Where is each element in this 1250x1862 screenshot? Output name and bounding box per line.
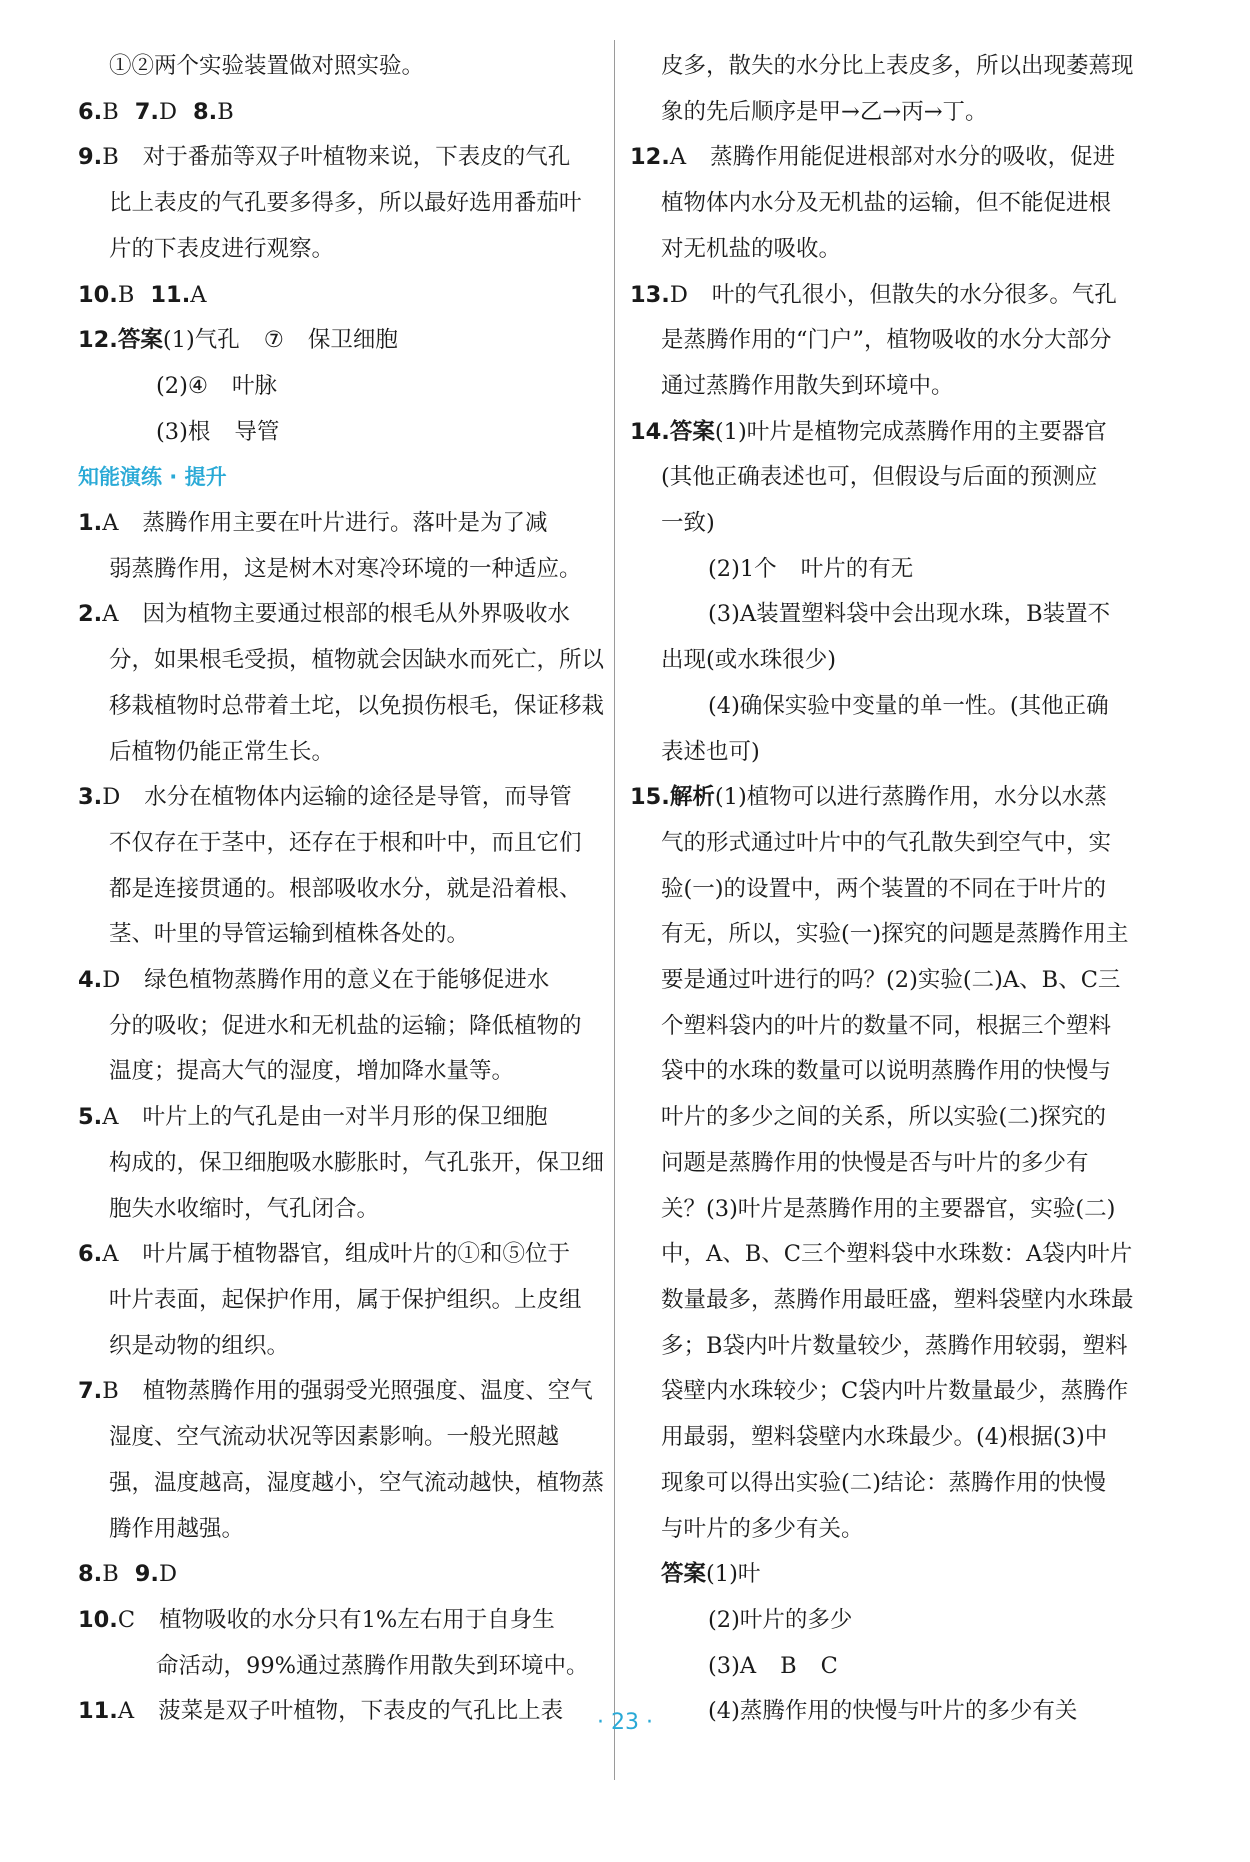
answer-letter: A [102, 1241, 119, 1268]
text-line: 茎、叶里的导管运输到植株各处的。 [109, 921, 470, 948]
text-line: 中，A、B、C三个塑料袋中水珠数：A袋内叶片 [661, 1241, 1133, 1268]
question-number: 2. [78, 601, 103, 628]
question-number: 9. [134, 1561, 159, 1588]
answer-letter: D [158, 98, 177, 125]
explanation-text: 水分在植物体内运输的途径是导管，而导管 [144, 784, 572, 811]
column-divider [614, 40, 615, 1780]
answer-item-2 [78, 592, 598, 638]
answer-label: 答案 [117, 327, 163, 354]
right-column [630, 44, 1160, 1735]
text-line: 有无，所以，实验(一)探究的问题是蒸腾作用主 [661, 921, 1129, 948]
text-line: 织是动物的组织。 [109, 1332, 290, 1359]
text-line: 植物体内水分及无机盐的运输，但不能促进根 [661, 190, 1112, 217]
answer-item-12 [78, 318, 598, 364]
explanation-text: 绿色植物蒸腾作用的意义在于能够促进水 [144, 967, 550, 994]
left-column [78, 44, 605, 1735]
explanation-text: 因为植物主要通过根部的根毛从外界吸收水 [142, 601, 570, 628]
question-number: 4. [78, 967, 103, 994]
text-line: 比上表皮的气孔要多得多，所以最好选用番茄叶 [109, 190, 582, 217]
answer-letter: A [117, 1698, 135, 1725]
question-number: 14. [630, 418, 670, 445]
answer-line-6-8 [78, 90, 598, 136]
text-line: 弱蒸腾作用，这是树木对寒冷环境的一种适应。 [109, 555, 582, 582]
question-number: 8. [193, 98, 218, 125]
answer-subline [630, 1644, 1160, 1690]
text-line: 表述也可) [661, 738, 760, 765]
explanation-text: 叶片属于植物器官，组成叶片的①和⑤位于 [142, 1241, 570, 1268]
answer-item-7 [78, 1369, 598, 1415]
text-line: 分的吸收；促进水和无机盐的运输；降低植物的 [109, 1012, 582, 1039]
answer-item-4 [78, 958, 598, 1004]
question-number: 12. [78, 327, 118, 354]
text-line: (3)A装置塑料袋中会出现水珠，B装置不 [708, 601, 1111, 628]
answer-letter: D [158, 1561, 177, 1588]
text-line: 现象可以得出实验(二)结论：蒸腾作用的快慢 [661, 1469, 1107, 1496]
answer-subline [78, 410, 598, 456]
question-number: 11. [150, 281, 191, 308]
answer-text: (1)叶片是植物完成蒸腾作用的主要器官 [714, 418, 1107, 445]
answer-letter: B [102, 98, 119, 125]
text-line: 叶片的多少之间的关系，所以实验(二)探究的 [661, 1104, 1107, 1131]
text-line: 袋中的水珠的数量可以说明蒸腾作用的快慢与 [661, 1058, 1112, 1085]
text-line: 后植物仍能正常生长。 [109, 738, 335, 765]
answer-item-10 [78, 1598, 598, 1644]
explanation-text: 蒸腾作用能促进根部对水分的吸收，促进 [710, 144, 1116, 171]
answer-subline [78, 364, 598, 410]
question-number: 7. [134, 98, 159, 125]
question-number: 10. [78, 281, 118, 308]
explanation-text: 蒸腾作用主要在叶片进行。落叶是为了减 [142, 510, 548, 537]
text-line: 命活动，99%通过蒸腾作用散失到环境中。 [156, 1652, 589, 1679]
explanation-text: 植物蒸腾作用的强弱受光照强度、温度、空气 [142, 1378, 593, 1405]
text-line: 都是连接贯通的。根部吸收水分，就是沿着根、 [109, 875, 582, 902]
answer-line [630, 1552, 1160, 1598]
answer-text: (2)1个 [708, 555, 777, 582]
answer-letter: D [102, 784, 121, 811]
text-line: 腾作用越强。 [109, 1515, 245, 1542]
text-line: 数量最多，蒸腾作用最旺盛，塑料袋壁内水珠最 [661, 1286, 1134, 1313]
question-number: 3. [78, 784, 103, 811]
text-line: 移栽植物时总带着土坨，以免损伤根毛，保证移栽 [109, 692, 605, 719]
question-number: 7. [78, 1378, 103, 1405]
answer-label: 答案 [661, 1561, 707, 1588]
text-line: 通过蒸腾作用散失到环境中。 [661, 372, 954, 399]
question-number: 12. [630, 144, 670, 171]
answer-letter: A [102, 601, 119, 628]
answer-item-6 [78, 1232, 598, 1278]
text-line: 对无机盐的吸收。 [661, 235, 842, 262]
text-line: 问题是蒸腾作用的快慢是否与叶片的多少有 [661, 1149, 1089, 1176]
answer-letter: C [117, 1606, 136, 1633]
text-line: (4)确保实验中变量的单一性。(其他正确 [708, 692, 1109, 719]
text-line: 用最弱，塑料袋壁内水珠最少。(4)根据(3)中 [661, 1424, 1108, 1451]
text-line: 要是通过叶进行的吗？(2)实验(二)A、B、C三 [661, 967, 1121, 994]
explanation-text: 叶的气孔很小，但散失的水分很多。气孔 [711, 281, 1117, 308]
text-line: 胞失水收缩时，气孔闭合。 [109, 1195, 380, 1222]
text-line: 气的形式通过叶片中的气孔散失到空气中，实 [661, 829, 1112, 856]
answer-letter: D [102, 967, 121, 994]
text-line: 叶片表面，起保护作用，属于保护组织。上皮组 [109, 1286, 582, 1313]
explanation-text: 植物吸收的水分只有1%左右用于自身生 [159, 1606, 555, 1633]
answer-line-10-11 [78, 273, 598, 319]
text-line: 皮多，散失的水分比上表皮多，所以出现萎蔫现 [661, 53, 1134, 79]
text-line: 不仅存在于茎中，还存在于根和叶中，而且它们 [109, 829, 582, 856]
answer-text: (3)A [708, 1652, 757, 1679]
answer-letter: A [669, 144, 687, 171]
page-number: · 23 · [597, 1710, 653, 1735]
answer-text: 叶脉 [232, 372, 278, 399]
text-line: 象的先后顺序是甲→乙→丙→丁。 [661, 98, 988, 125]
answer-letter: B [102, 144, 119, 171]
question-number: 1. [78, 510, 103, 537]
answer-item-15 [630, 775, 1160, 821]
section-heading: 知能演练 · 提升 [78, 465, 227, 490]
question-number: 9. [78, 144, 103, 171]
question-number: 15. [630, 784, 670, 811]
analysis-label: 解析 [669, 784, 715, 811]
text-line: 是蒸腾作用的“门户”，植物吸收的水分大部分 [661, 327, 1112, 354]
question-number: 8. [78, 1561, 103, 1588]
answer-text: C [820, 1652, 838, 1679]
explanation-text: 叶片上的气孔是由一对半月形的保卫细胞 [142, 1104, 548, 1131]
answer-item-12b [630, 135, 1160, 181]
question-number: 6. [78, 98, 103, 125]
text-line: 湿度、空气流动状况等因素影响。一般光照越 [109, 1424, 560, 1451]
answer-item-14 [630, 410, 1160, 456]
answer-text: 保卫细胞 [307, 327, 398, 354]
text-line: (其他正确表述也可，但假设与后面的预测应 [661, 464, 1098, 491]
text-line: 分，如果根毛受损，植物就会因缺水而死亡，所以 [109, 647, 605, 674]
text-line: 个塑料袋内的叶片的数量不同，根据三个塑料 [661, 1012, 1112, 1039]
answer-item-5 [78, 1095, 598, 1141]
text-line: 与叶片的多少有关。 [661, 1515, 864, 1542]
answer-letter: B [217, 98, 234, 125]
text-line: (4)蒸腾作用的快慢与叶片的多少有关 [708, 1698, 1078, 1725]
question-number: 10. [78, 1606, 118, 1633]
answer-letter: D [669, 281, 688, 308]
text-line: 构成的，保卫细胞吸水膨胀时，气孔张开，保卫细 [109, 1149, 605, 1176]
text-line: 关？(3)叶片是蒸腾作用的主要器官，实验(二) [661, 1195, 1116, 1222]
text-line: 验(一)的设置中，两个装置的不同在于叶片的 [661, 875, 1107, 902]
answer-item-13 [630, 273, 1160, 319]
analysis-text: (1)植物可以进行蒸腾作用，水分以水蒸 [714, 784, 1107, 811]
answer-text: B [780, 1652, 797, 1679]
question-number: 13. [630, 281, 670, 308]
answer-text: (1)叶 [706, 1561, 761, 1588]
question-number: 11. [78, 1698, 118, 1725]
answer-label: 答案 [669, 418, 715, 445]
answer-text: (2)④ [156, 372, 209, 399]
answer-letter: B [102, 1561, 119, 1588]
answer-item-1 [78, 501, 598, 547]
answer-letter: A [190, 281, 207, 308]
answer-line-8-9 [78, 1552, 598, 1598]
answer-item-3 [78, 775, 598, 821]
text-line: ①②两个实验装置做对照实验。 [109, 53, 425, 79]
question-number: 6. [78, 1241, 103, 1268]
text-line: 片的下表皮进行观察。 [109, 235, 335, 262]
answer-subline [630, 547, 1160, 593]
explanation-text: 对于番茄等双子叶植物来说，下表皮的气孔 [142, 144, 571, 171]
text-line: (2)叶片的多少 [708, 1606, 853, 1633]
answer-letter: B [117, 281, 135, 308]
question-number: 5. [78, 1104, 103, 1131]
text-line: 温度；提高大气的湿度，增加降水量等。 [109, 1058, 515, 1085]
answer-letter: A [102, 510, 119, 537]
answer-text: (1)气孔 [162, 327, 240, 354]
answer-text: (3)根 [156, 418, 211, 445]
answer-item-9 [78, 135, 598, 181]
answer-text: 叶片的有无 [800, 555, 914, 582]
text-line: 袋壁内水珠较少；C袋内叶片数量最少，蒸腾作 [661, 1378, 1129, 1405]
explanation-text: 菠菜是双子叶植物，下表皮的气孔比上表 [158, 1698, 564, 1725]
answer-letter: A [102, 1104, 119, 1131]
text-line: 多；B袋内叶片数量较少，蒸腾作用较弱，塑料 [661, 1332, 1128, 1359]
text-line: 出现(或水珠很少) [661, 647, 837, 674]
answer-text: 导管 [234, 418, 280, 445]
text-line: 一致) [661, 510, 715, 537]
answer-letter: B [102, 1378, 119, 1405]
answer-text: ⑦ [263, 327, 284, 354]
text-line: 强，温度越高，湿度越小，空气流动越快，植物蒸 [109, 1469, 605, 1496]
